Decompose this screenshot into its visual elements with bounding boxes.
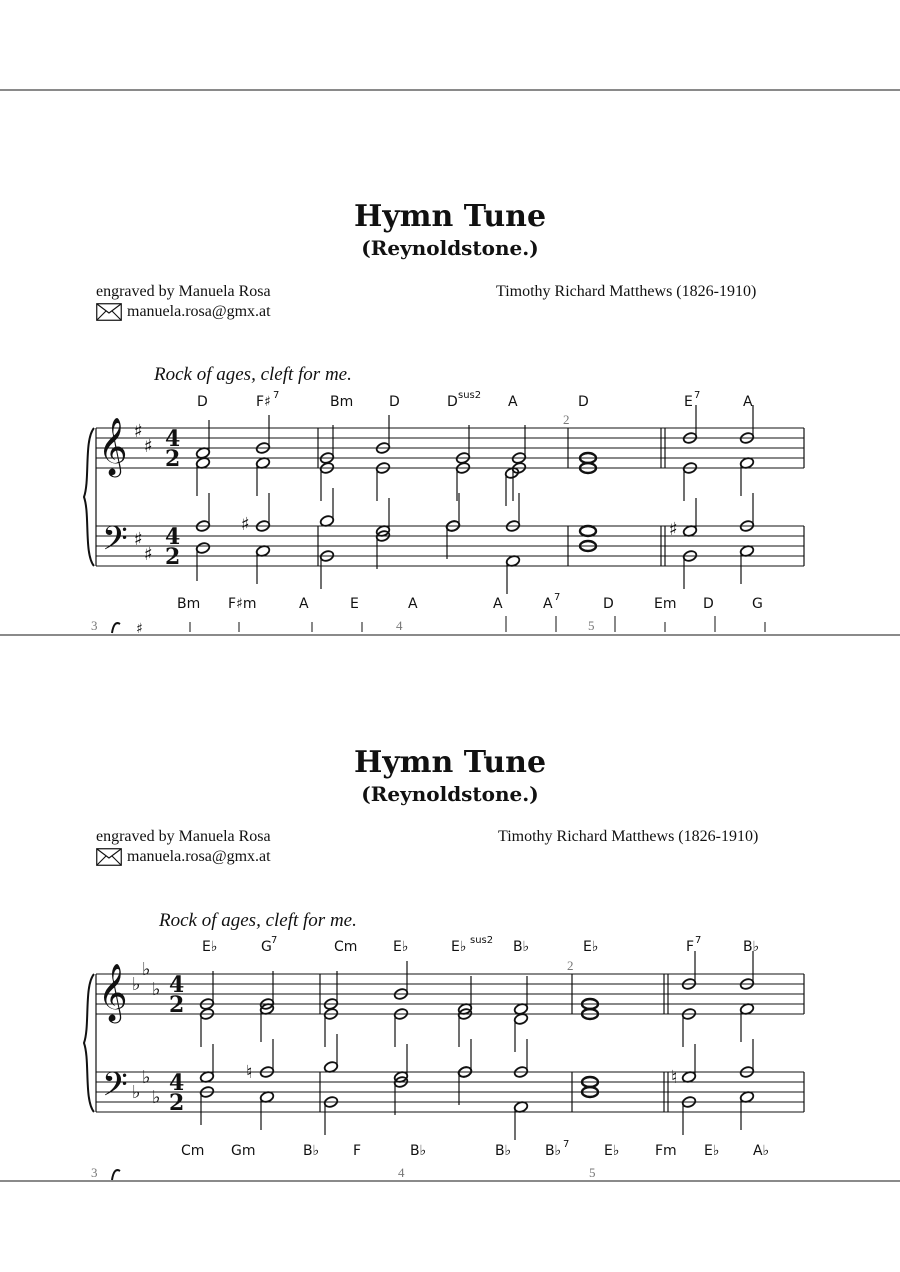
accidental-icon: ♮ (246, 1062, 253, 1083)
half-note (513, 1013, 528, 1052)
half-note (255, 493, 270, 532)
chord-symbols-system2-eflat (181, 1139, 769, 1159)
email-address[interactable]: manuela.rosa@gmx.at (127, 303, 271, 320)
chord-symbol: Gm (231, 1143, 256, 1159)
chord-symbol: A♭ (753, 1143, 770, 1159)
bass-clef-icon: 𝄢 (102, 1066, 128, 1112)
chord-symbol: G (261, 939, 272, 955)
chord-symbol: D (603, 596, 614, 612)
barlines (96, 974, 804, 1112)
page-subtitle: (Reynoldstone.) (361, 782, 539, 806)
chord-extension: 7 (554, 592, 561, 603)
svg-text:♯: ♯ (144, 544, 153, 565)
half-note (739, 1091, 754, 1130)
composer-credit: Timothy Richard Matthews (1826-1910) (496, 283, 757, 300)
svg-text:♯: ♯ (136, 621, 143, 637)
page-subtitle: (Reynoldstone.) (361, 236, 539, 260)
svg-text:2: 2 (169, 992, 185, 1018)
half-note (682, 462, 697, 501)
svg-text:2: 2 (165, 544, 181, 570)
chord-symbol: F (686, 939, 695, 955)
time-signature (165, 426, 180, 570)
chord-symbol: B♭ (410, 1143, 427, 1159)
half-note (681, 951, 696, 990)
chord-symbol: E♭ (704, 1143, 720, 1159)
svg-text:♭: ♭ (152, 1087, 161, 1108)
half-note (323, 1008, 338, 1047)
half-note (457, 1066, 472, 1105)
svg-text:♭: ♭ (132, 1082, 141, 1103)
accidental-icon: ♯ (241, 514, 250, 535)
chord-symbol: D (703, 596, 714, 612)
half-note (455, 425, 470, 464)
whole-note (580, 526, 596, 536)
half-note (259, 1039, 274, 1078)
half-note (375, 415, 390, 454)
chord-symbol: E♭ (393, 939, 409, 955)
half-note (681, 1044, 696, 1083)
next-system-fragment (112, 616, 765, 637)
chord-symbols-system1-eflat (202, 935, 759, 955)
half-note (511, 425, 526, 464)
chord-extension: 7 (273, 390, 280, 401)
half-note (513, 1039, 528, 1078)
chord-symbol: B♭ (743, 939, 760, 955)
chord-symbol: Em (654, 596, 677, 612)
chord-symbol: E♭ (202, 939, 218, 955)
chord-symbol: F♯ (256, 394, 271, 410)
half-note (739, 1039, 754, 1078)
svg-text:♯: ♯ (134, 421, 143, 442)
half-note (739, 493, 754, 532)
lyric-line: Rock of ages, cleft for me. (154, 364, 352, 385)
chord-symbol: A (508, 394, 518, 410)
chord-extension: 7 (694, 390, 701, 401)
half-note (739, 951, 754, 990)
svg-text:♭: ♭ (142, 1067, 151, 1088)
half-note (199, 1086, 214, 1125)
chord-symbol: E♭ (604, 1143, 620, 1159)
half-note (513, 1101, 528, 1140)
chord-symbol: B♭ (513, 939, 530, 955)
chord-symbol: Bm (330, 394, 354, 410)
chord-extension: 7 (563, 1139, 570, 1150)
chord-extension: sus2 (458, 390, 482, 401)
staff-brace (84, 428, 94, 566)
key-signature-flats (132, 959, 161, 1108)
svg-text:4: 4 (169, 1070, 185, 1096)
engraver-credit: engraved by Manuela Rosa (96, 828, 271, 845)
treble-clef-icon: 𝄞 (98, 963, 128, 1021)
half-note (445, 520, 460, 559)
half-note (255, 457, 270, 496)
half-note (739, 457, 754, 496)
chord-symbol: B♭ (545, 1143, 562, 1159)
half-note (195, 420, 210, 459)
time-signature (169, 972, 184, 1116)
chord-symbol: D (197, 394, 208, 410)
chord-symbols-system2-d (177, 592, 763, 612)
svg-text:4: 4 (165, 426, 181, 452)
half-note (199, 1008, 214, 1047)
half-note (199, 1044, 214, 1083)
measure-number: 3 (91, 1165, 98, 1180)
measure-number: 2 (567, 958, 574, 973)
measure-number: 5 (588, 618, 595, 633)
half-note (681, 1096, 696, 1135)
page-title: Hymn Tune (353, 199, 547, 234)
measure-number: 2 (563, 412, 570, 427)
composer-credit: Timothy Richard Matthews (1826-1910) (498, 828, 759, 845)
chord-symbol: E (684, 394, 693, 410)
chord-symbol: A (543, 596, 553, 612)
page-title: Hymn Tune (353, 745, 547, 780)
measure-number: 4 (396, 618, 403, 633)
half-note (505, 555, 520, 594)
chord-symbol: B♭ (303, 1143, 320, 1159)
measure-number: 3 (91, 618, 98, 633)
half-note (681, 1008, 696, 1047)
chord-extension: sus2 (470, 935, 494, 946)
chord-symbol: A (743, 394, 753, 410)
half-note (319, 462, 334, 501)
treble-clef-icon: 𝄞 (98, 417, 128, 475)
half-note (682, 498, 697, 537)
grand-staff-eflat (84, 974, 804, 1112)
chord-symbol: F♯m (228, 596, 257, 612)
chord-symbol: E (350, 596, 359, 612)
half-note (319, 425, 334, 464)
chord-symbol: F (353, 1143, 362, 1159)
half-note (199, 971, 214, 1010)
svg-text:♭: ♭ (152, 979, 161, 1000)
chord-symbol: A (299, 596, 309, 612)
svg-text:2: 2 (169, 1090, 185, 1116)
half-note (393, 961, 408, 1000)
measure-number: 5 (589, 1165, 596, 1180)
half-note (195, 457, 210, 496)
svg-text:♯: ♯ (144, 436, 153, 457)
chord-symbol: Cm (334, 939, 358, 955)
chord-symbol: B♭ (495, 1143, 512, 1159)
half-note (375, 462, 390, 501)
chord-symbol: Bm (177, 596, 201, 612)
bass-staff (96, 1072, 804, 1112)
half-note (255, 415, 270, 454)
chord-extension: 7 (695, 935, 702, 946)
half-note (195, 542, 210, 581)
lyric-line: Rock of ages, cleft for me. (159, 910, 357, 931)
half-note (739, 405, 754, 444)
accidental-icon: ♯ (669, 519, 678, 540)
half-note (739, 1003, 754, 1042)
chord-symbol: E♭ (451, 939, 467, 955)
chord-symbol: A (408, 596, 418, 612)
half-note (504, 467, 519, 506)
half-note (319, 488, 334, 527)
chord-symbol: D (389, 394, 400, 410)
measure-number: 4 (398, 1165, 405, 1180)
chord-symbol: G (752, 596, 763, 612)
chord-symbol: E♭ (583, 939, 599, 955)
half-note (739, 545, 754, 584)
half-note (259, 1091, 274, 1130)
half-note (323, 1034, 338, 1073)
half-note (323, 1096, 338, 1135)
half-note (195, 493, 210, 532)
key-signature-sharps (134, 421, 153, 565)
chord-symbol: A (493, 596, 503, 612)
half-note (455, 462, 470, 501)
half-note (682, 405, 697, 444)
email-address[interactable]: manuela.rosa@gmx.at (127, 848, 271, 865)
chord-symbols-system1-d (197, 390, 753, 410)
next-system-fragment (112, 1170, 120, 1180)
chord-symbol: D (447, 394, 458, 410)
chord-extension: 7 (271, 935, 278, 946)
chord-symbol: Fm (655, 1143, 677, 1159)
svg-text:4: 4 (169, 972, 185, 998)
half-note (682, 550, 697, 589)
half-note (513, 976, 528, 1015)
bass-clef-icon: 𝄢 (102, 520, 128, 566)
chord-symbol: Cm (181, 1143, 205, 1159)
half-note (319, 550, 334, 589)
svg-text:♯: ♯ (134, 529, 143, 550)
svg-text:4: 4 (165, 524, 181, 550)
staff-brace (84, 974, 94, 1112)
half-note (323, 971, 338, 1010)
bass-staff (96, 526, 804, 566)
svg-text:2: 2 (165, 446, 181, 472)
grand-staff-d (84, 428, 804, 566)
half-note (255, 545, 270, 584)
chord-symbol: D (578, 394, 589, 410)
accidental-icon: ♮ (671, 1067, 678, 1088)
svg-text:♭: ♭ (142, 959, 151, 980)
svg-text:♭: ♭ (132, 974, 141, 995)
half-note (393, 1008, 408, 1047)
engraver-credit: engraved by Manuela Rosa (96, 283, 271, 300)
